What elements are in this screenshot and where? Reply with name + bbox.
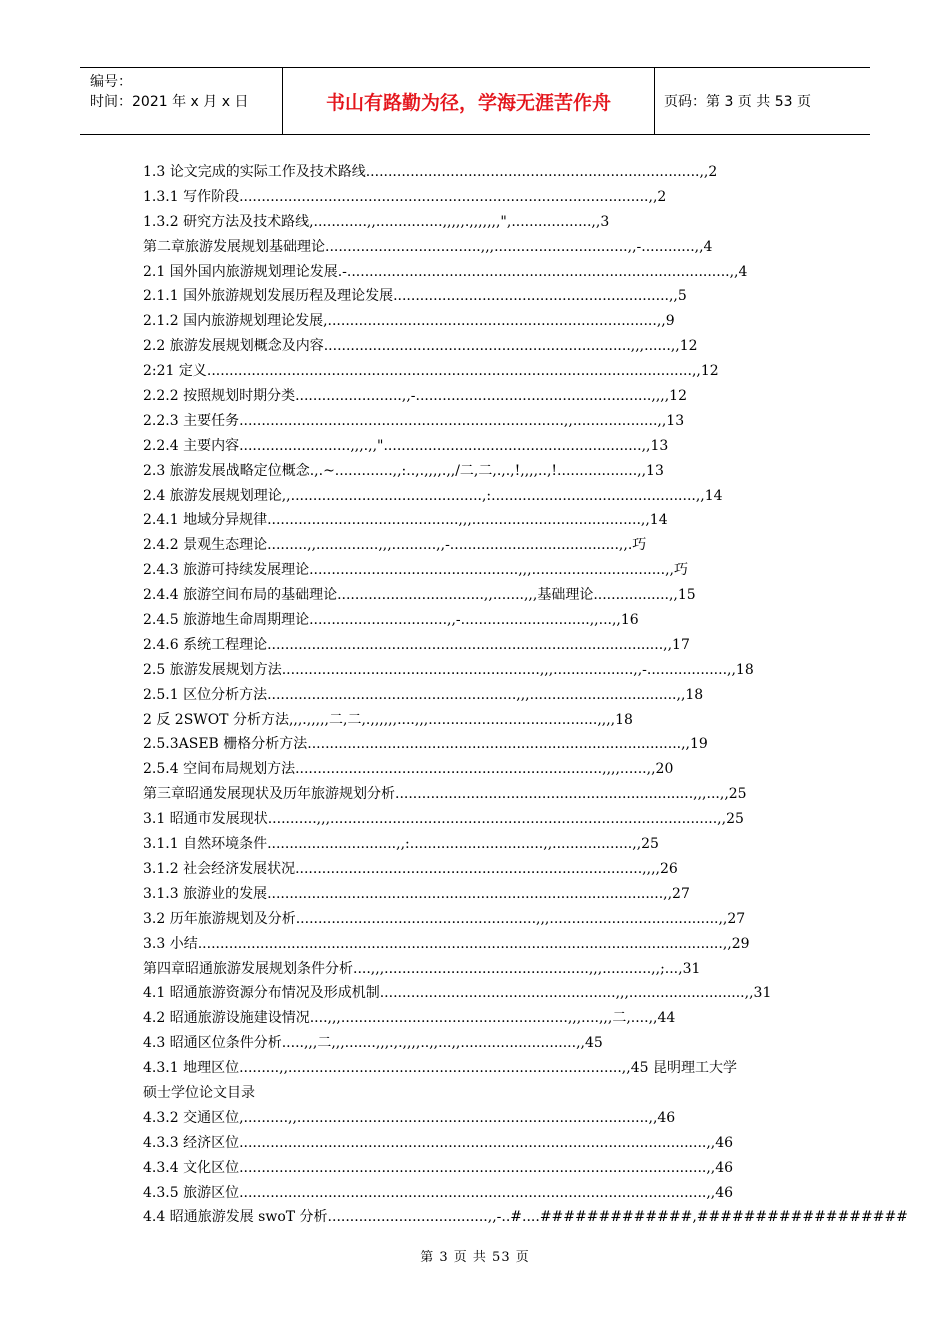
header-motto: 书山有路勤为径，学海无涯苦作舟 [283, 68, 655, 134]
header-page-info: 页码：第 3 页 共 53 页 [664, 94, 811, 110]
toc-entry: 2.3 旅游发展战略定位概念.,.~.............,,:..,.,,,,.,,/二,二,.,.,!,,,,..,!..................,,13 [143, 462, 664, 479]
toc-entry: 3.2 历年旅游规划及分析......................................................,,,......................................,,27 [143, 910, 746, 927]
table-of-contents [143, 160, 908, 1230]
page-header [80, 67, 870, 135]
toc-entry: 4.3.3 经济区位.........................................................................................................,,46 [143, 1134, 734, 1151]
toc-entry: 4.4 昭通旅游发展 swoT 分析....................................,,-..#....#############,################## [143, 1209, 908, 1226]
toc-entry: 2.5.4 空间布局规划方法.....................................................................,,,,......,,20 [143, 761, 674, 778]
toc-entry: 2.4.5 旅游地生命周期理论...............................,,-.............................,,...,,16 [143, 612, 639, 629]
toc-entry: 4.3 昭通区位条件分析.....,,,二,,,.......,,,.,.,,,,..,,...,,..........................,,45 [143, 1035, 603, 1052]
toc-entry: 4.3.1 地理区位.........,,...........................................................................,,45 昆明理工大学 [143, 1060, 737, 1077]
document-date: 时间：2021 年 x 月 x 日 [90, 94, 249, 110]
toc-entry: 2.5.1 区位分析方法........................................................,,,.................................,,18 [143, 686, 704, 703]
toc-entry: 2.1.2 国内旅游规划理论发展,..........................................................................,,9 [143, 313, 675, 330]
toc-entry: 2.5 旅游发展规划方法..........................................................,,,..................,,-..................,,18 [143, 661, 754, 678]
document-number-label: 编号： [90, 74, 132, 90]
toc-entry: 4.3.2 交通区位,..........,,...............................................................................,,46 [143, 1109, 676, 1126]
toc-entry: 第二章旅游发展规划基础理论...................................,,,..............................,,-............,,4 [143, 238, 713, 255]
toc-entry: 第三章昭通发展现状及历年旅游规划分析...................................................................,,,...,,25 [143, 786, 747, 803]
toc-entry: 3.1 昭通市发展现状...........,,,.......................................................................................,,25 [143, 811, 744, 828]
toc-entry: 3.1.3 旅游业的发展.........................................................................................,,27 [143, 885, 690, 902]
toc-entry: 硕士学位论文目录 [143, 1084, 255, 1101]
toc-entry: 3.3 小结......................................................................................................................,,29 [143, 935, 750, 952]
page-footer: 第 3 页 共 53 页 [420, 1250, 530, 1265]
toc-entry: 2.1.1 国外旅游规划发展历程及理论发展..............................................................,,5 [143, 288, 687, 305]
toc-entry: 2.4.1 地域分异规律...........................................,,,......................................,,14 [143, 512, 668, 529]
toc-entry: 2.5.3ASEB 栅格分析方法....................................................................................,,19 [143, 736, 708, 753]
toc-entry: 2.2.4 主要内容.........................,,,.,,"..........................................................,,13 [143, 437, 669, 454]
toc-entry: 4.3.5 旅游区位.........................................................................................................,,46 [143, 1184, 734, 1201]
header-meta [80, 68, 283, 134]
toc-entry: 1.3.1 写作阶段............................................................................................,,2 [143, 188, 667, 205]
toc-entry: 3.1.1 自然环境条件.............................,,:..............................,,..................,,25 [143, 836, 659, 853]
toc-entry: 2 反 2SWOT 分析方法,,,.,,,,,二,二,.,,,,,,....,,,......................................,,,,18 [143, 711, 633, 728]
toc-entry: 1.3.2 研究方法及技术路线,............,,...............,,,,,.,,,,,,,",..................,,3 [143, 213, 610, 230]
toc-entry: 2:21 定义.............................................................................................................,,12 [143, 363, 719, 380]
toc-entry: 2.1 国外国内旅游规划理论发展.-......................................................................................,,4 [143, 263, 748, 280]
toc-entry: 2.2 旅游发展规划概念及内容.....................................................................,,,......,,12 [143, 338, 698, 355]
toc-entry: 2.2.2 按照规划时期分类........................,,-.....................................................,,,,12 [143, 388, 687, 405]
toc-entry: 2.4.2 景观生态理论.........,,..............,,,..........,,-......................................,,.巧 [143, 537, 647, 554]
toc-entry: 2.4.4 旅游空间布局的基础理论.................................,,.......,,,基础理论.................,,15 [143, 587, 696, 604]
toc-entry: 2.4.3 旅游可持续发展理论...............................................,,,..............................,,巧 [143, 562, 688, 579]
toc-entry: 4.1 昭通旅游资源分布情况及形成机制.....................................................,,,..........................,,31 [143, 985, 772, 1002]
toc-entry: 1.3 论文完成的实际工作及技术路线...........................................................................,,2 [143, 164, 718, 180]
toc-entry: 2.4 旅游发展规划理论,,...........................................,:..............................................,,14 [143, 487, 723, 504]
toc-entry: 第四章昭通旅游发展规划条件分析....,,,..............................................,,,...........,,;...,31 [143, 960, 701, 977]
toc-entry: 2.4.6 系统工程理论.........................................................................................,,17 [143, 636, 690, 653]
toc-entry: 4.2 昭通旅游设施建设情况....,,,...................................................,,,....,,,二,....,,44 [143, 1010, 676, 1027]
toc-entry: 3.1.2 社会经济发展状况..............................................................................,,,,26 [143, 860, 678, 877]
toc-entry: 4.3.4 文化区位.........................................................................................................,,46 [143, 1159, 734, 1176]
toc-entry: 2.2.3 主要任务.........................................................................,,...................,,13 [143, 412, 685, 429]
